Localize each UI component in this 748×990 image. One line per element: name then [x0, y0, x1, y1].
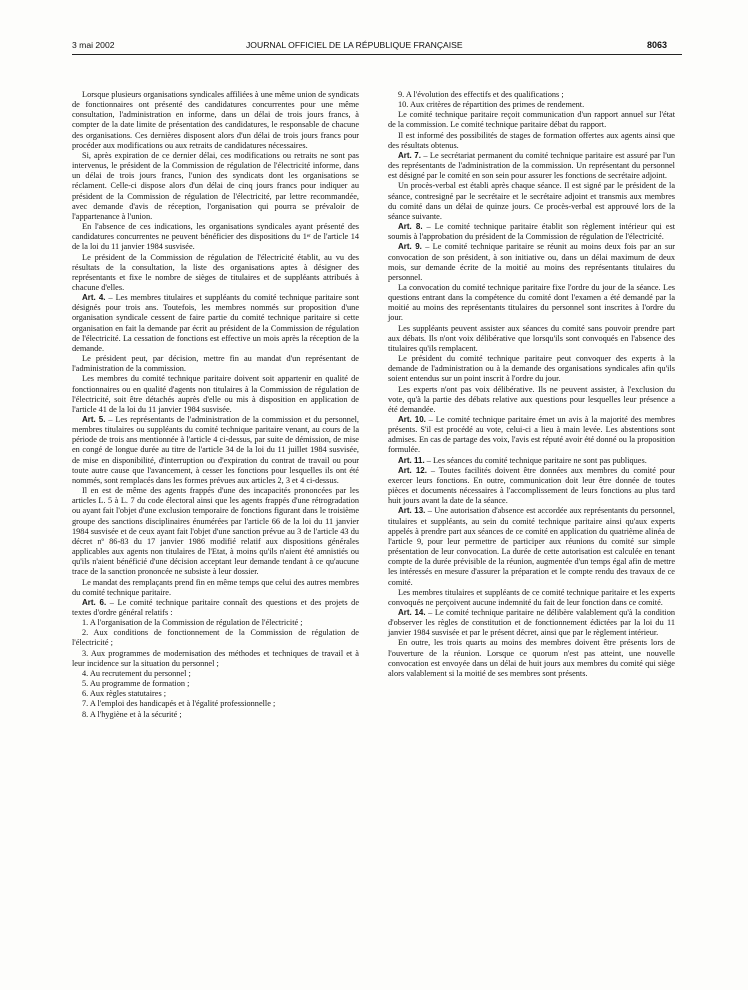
- body-paragraph: Les suppléants peuvent assister aux séances du comité sans pouvoir prendre part aux débats. Ils n'ont voix délibérative que lorsqu'ils sont convoqués en l'absence des titulaires qu'ils remplacent.: [388, 323, 675, 353]
- body-paragraph: 8. A l'hygiène et à la sécurité ;: [82, 709, 182, 719]
- body-paragraph: 3. Aux programmes de modernisation des méthodes et techniques de travail et à leur incidence sur la situation du personnel ;: [72, 648, 359, 668]
- body-paragraph: Le mandat des remplaçants prend fin en même temps que celui des autres membres du comité technique paritaire.: [72, 577, 359, 597]
- article-label: Art. 13.: [398, 506, 426, 516]
- article-paragraph: [388, 456, 675, 466]
- article-label: Art. 7.: [398, 150, 421, 160]
- article-text: – Le comité technique paritaire établit son règlement intérieur qui est soumis à l'approbation du président de la Commission de régulation de l'électricité.: [388, 222, 675, 242]
- article-paragraph: [388, 415, 675, 456]
- body-paragraph: La convocation du comité technique paritaire fixe l'ordre du jour de la séance. Les questions entrant dans la compétence du comité dont l'examen a été demandé par la moitié au moins des représentants titulaires du personnel sont inscrites à l'ordre du jour.: [388, 282, 675, 323]
- body-paragraph: 1. A l'organisation de la Commission de régulation de l'électricité ;: [82, 618, 303, 628]
- article-text: – Les représentants de l'administration de la commission et du personnel, membres titulaires ou suppléants du comité technique paritaire venant, au cours de la période de trois ans mentionnée à l'article 4 ci-dessus, par suite de démission, de mise en congé de longue durée au titre de l'article 34 de la loi du 11 juillet 1984 susvisée, de mise en disponibilité, d'interruption ou d'expiration du contrat de travail ou pour toute autre cause que l'avancement, à cesser les fonctions pour lesquelles ils ont été nommés, sont remplacés dans les formes prévues aux articles 2, 3 et 4 ci-dessus.: [72, 415, 360, 485]
- article-label: Art. 4.: [82, 293, 106, 303]
- article-paragraph: [72, 415, 359, 486]
- body-paragraph: Lorsque plusieurs organisations syndicales affiliées à une même union de syndicats de fonctionnaires ont présenté des candidatures concurrentes pour une même consultation, l'administration en informe, dans un délai de trois jours francs, à compter de la date limite de présentation des candidatures, le responsable de chacune des organisations. Ces dernières disposent alors d'un délai de trois jours francs pour procéder aux modifications ou aux retraits de candidatures nécessaires.: [72, 90, 359, 150]
- article-text: – Le comité technique paritaire se réunit au moins deux fois par an sur convocation de son président, à son initiative ou, dans un délai maximum de deux mois, sur demande écrite de la moitié au moins des représentants titulaires du personnel.: [388, 242, 675, 282]
- right-column: [388, 90, 675, 679]
- article-text: – Toutes facilités doivent être données aux membres du comité pour exercer leurs fonctions. En outre, communication doit leur être donnée de toutes pièces et documents nécessaires à l'accomplissement de leurs fonctions au plus tard huit jours avant la date de la séance.: [388, 465, 676, 506]
- body-paragraph: Le président du comité technique paritaire peut convoquer des experts à la demande de l'administration ou à la demande des organisations syndicales afin qu'ils soient entendus sur un point inscrit à l'ordre du jour.: [388, 354, 675, 384]
- article-paragraph: [388, 608, 675, 638]
- header-date: 3 mai 2002: [72, 40, 115, 50]
- body-paragraph: Le président de la Commission de régulation de l'électricité établit, au vu des résultats de la consultation, la liste des organisations aptes à désigner des représentants et fixe le nombre de sièges de titulaires et de suppléants attribués à chacune d'elles.: [72, 252, 359, 292]
- body-paragraph: 9. A l'évolution des effectifs et des qualifications ;: [398, 90, 564, 99]
- body-paragraph: 2. Aux conditions de fonctionnement de la Commission de régulation de l'électricité ;: [72, 628, 359, 648]
- header-rule: [72, 54, 682, 55]
- article-label: Art. 14.: [398, 607, 426, 617]
- article-paragraph: [388, 466, 675, 507]
- article-text: – Les membres titulaires et suppléants du comité technique paritaire sont désignés pour trois ans. Toutefois, les membres nommés sur proposition d'une organisation syndicale cessent de faire partie du comité technique paritaire si cette organisation en fait la demande par écrit au président de la Commission de régulation de l'électricité. La cessation de fonctions est effective un mois après la réception de la demande.: [72, 293, 360, 353]
- article-label: Art. 6.: [82, 597, 107, 607]
- article-label: Art. 8.: [398, 222, 423, 232]
- header-page-number: 8063: [647, 40, 668, 50]
- article-paragraph: [388, 222, 675, 242]
- body-paragraph: Il est informé des possibilités de stages de formation offertes aux agents ainsi que des résultats obtenus.: [388, 130, 675, 150]
- body-paragraph: Le président peut, par décision, mettre fin au mandat d'un représentant de l'administration de la commission.: [72, 354, 359, 374]
- body-paragraph: Les experts n'ont pas voix délibérative. Ils ne peuvent assister, à l'exclusion du vote, qu'à la partie des débats relative aux questions pour lesquelles leur présence a été demandée.: [388, 384, 675, 414]
- article-paragraph: [388, 151, 675, 181]
- article-label: Art. 10.: [398, 415, 426, 424]
- article-paragraph: [388, 242, 675, 283]
- body-paragraph: Si, après expiration de ce dernier délai, ces modifications ou retraits ne sont pas intervenus, le président de la Commission de régulation de l'électricité informe, dans un délai de trois jours francs, l'union des syndicats dont les organisations se réclament. Celle-ci dispose alors d'un délai de cinq jours francs pour indiquer au président de la Commission de régulation de l'électricité, par lettre recommandée, avec demande d'avis de réception, l'organisation qui pourra se prévaloir de l'appartenance à l'union.: [72, 150, 359, 221]
- article-paragraph: [72, 598, 359, 618]
- body-paragraph: Les membres titulaires et suppléants de ce comité technique paritaire et les experts convoqués ne perçoivent aucune indemnité du fait de leur fonction dans ce comité.: [388, 587, 675, 607]
- article-label: Art. 11.: [398, 455, 425, 465]
- article-label: Art. 12.: [398, 465, 427, 475]
- body-paragraph: 6. Aux règles statutaires ;: [82, 689, 167, 699]
- article-text: – Le comité technique paritaire ne délibère valablement qu'à la condition d'observer les règles de constitution et de fonctionnement édictées par la loi du 11 janvier 1984 susvisée et par le présent décret, ainsi que par le règlement intérieur.: [388, 607, 676, 638]
- left-column: [72, 90, 359, 720]
- article-paragraph: [72, 293, 359, 354]
- header-title: JOURNAL OFFICIEL DE LA RÉPUBLIQUE FRANÇAISE: [246, 40, 463, 50]
- body-paragraph: En l'absence de ces indications, les organisations syndicales ayant présenté des candidatures concurrentes ne peuvent bénéficier des dispositions du 1ᵉʳ de l'article 14 de la loi du 11 janvier 1984 susvisée.: [72, 222, 359, 252]
- article-text: – Les séances du comité technique paritaire ne sont pas publiques.: [424, 455, 647, 465]
- body-paragraph: En outre, les trois quarts au moins des membres doivent être présents lors de l'ouverture de la réunion. Lorsque ce quorum n'est pas atteint, une nouvelle convocation est envoyée dans un délai de huit jours aux membres du comité qui siège alors valablement si la moitié de ses membres sont présents.: [388, 638, 675, 678]
- body-paragraph: 5. Au programme de formation ;: [82, 679, 190, 689]
- article-text: – Le comité technique paritaire connaît des questions et des projets de textes d'ordre général relatifs :: [72, 597, 360, 617]
- article-text: – Le comité technique paritaire émet un avis à la majorité des membres présents. S'il est procédé au vote, celui-ci a lieu à main levée. Les abstentions sont admises. En cas de partage des voix, l'avis est réputé avoir été donné ou la proposition formulée.: [388, 415, 675, 455]
- body-paragraph: Un procès-verbal est établi après chaque séance. Il est signé par le président de la séance, contresigné par le secrétaire et le secrétaire adjoint et transmis aux membres du comité dans un délai de quinze jours. Ce procès-verbal est approuvé lors de la séance suivante.: [388, 181, 675, 221]
- article-text: – Le secrétariat permanent du comité technique paritaire est assuré par l'un des représentants de l'administration de la commission. Un représentant du personnel est désigné par le comité en son sein pour assurer les fonctions de secrétaire adjoint.: [388, 150, 675, 181]
- body-paragraph: Le comité technique paritaire reçoit communication d'un rapport annuel sur l'état de la commission. Le comité technique paritaire débat du rapport.: [388, 110, 675, 130]
- body-paragraph: 10. Aux critères de répartition des primes de rendement.: [398, 100, 585, 110]
- article-label: Art. 9.: [398, 242, 422, 252]
- article-text: – Une autorisation d'absence est accordée aux représentants du personnel, titulaires et suppléants, au sein du comité technique paritaire ainsi qu'aux experts appelés à prendre part aux séances de ce comité en application du quatrième alinéa de l'article 9, pour leur permettre de participer aux réunions du comité sur simple présentation de leur convocation. La durée de cette autorisation est calculée en tenant compte de la durée prévisible de la réunion, augmentée d'un temps égal afin de mettre les intéressés en mesure d'assurer la préparation et le compte rendu des travaux de ce comité.: [388, 506, 675, 587]
- body-paragraph: 4. Au recrutement du personnel ;: [82, 668, 191, 678]
- body-paragraph: Les membres du comité technique paritaire doivent soit appartenir en qualité de fonctionnaires ou en qualité d'agents non titulaires à la Commission de régulation de l'électricité, soit être détachés auprès d'elle ou mis à disposition en application de l'article 41 de la loi du 11 janvier 1984 susvisée.: [72, 374, 359, 414]
- body-paragraph: Il en est de même des agents frappés d'une des incapacités prononcées par les articles L. 5 à L. 7 du code électoral ainsi que les agents frappés d'une rétrogradation ou ayant fait l'objet d'une exclusion temporaire de fonctions figurant dans le troisième groupe des sanctions disciplinaires énumérées par l'article 66 de la loi du 11 janvier 1984 susvisée et de ceux ayant fait l'objet d'une sanction prévue au 3 de l'article 43 du décret nº 86-83 du 17 janvier 1986 modifié relatif aux dispositions générales applicables aux agents non titulaires de l'Etat, à moins qu'ils n'aient été amnistiés ou qu'ils n'aient bénéficié d'une décision acceptant leur demande tendant à ce qu'aucune trace de la sanction prononcée ne subsiste à leur dossier.: [72, 486, 359, 577]
- article-paragraph: [388, 506, 675, 587]
- article-label: Art. 5.: [82, 415, 106, 424]
- body-paragraph: 7. A l'emploi des handicapés et à l'égalité professionnelle ;: [82, 699, 276, 709]
